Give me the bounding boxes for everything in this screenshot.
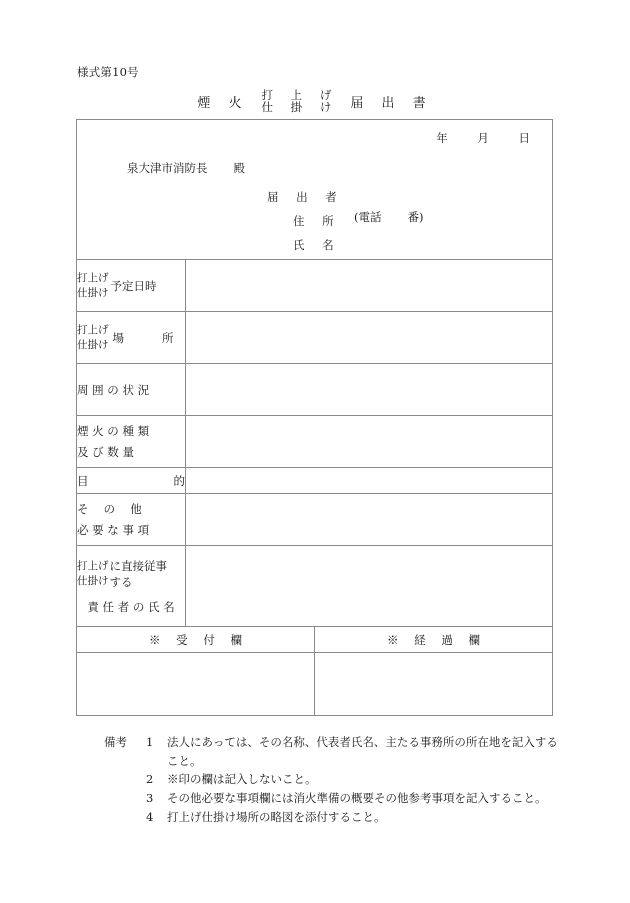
addressee-name: 泉大津市消防長 [127,161,208,175]
list-item [146,770,574,789]
row-label-right: 的 [173,473,185,488]
list-item [146,808,574,827]
remark-text: 打上げ仕掛け場所の略図を添付すること。 [167,809,386,824]
row-label-place [77,312,186,364]
receipt-column-header: ※ 受 付 欄 [77,627,315,653]
row-label-line1: に直接従事 [109,558,167,573]
row-label-text: 予定日時 [110,278,157,293]
row-value-purpose[interactable] [186,468,553,494]
row-label-line2: 及 び 数 量 [77,445,134,459]
remark-number: 2 [146,772,154,787]
applicant-label: 届 出 者 [267,190,344,204]
row-label-text-wrap [109,559,168,591]
ruby-bottom: 仕掛け [77,286,109,299]
table-row-header [77,120,553,260]
row-label-line2: する [109,574,133,589]
row-value-schedule[interactable] [186,260,553,312]
document-title [0,88,630,114]
ruby-stack-launch-set [77,323,109,353]
progress-column-header: ※ 経 過 欄 [315,627,553,653]
form-number: 様式第10号 [77,65,139,79]
list-item [146,733,574,770]
title-stack-top: 打 上 げ [261,87,339,102]
remarks-section [104,733,574,826]
ruby-bottom: 仕掛け [77,575,109,588]
row-label-other-matters [77,494,186,546]
row-label-text-wrap [77,382,185,398]
phone-label: (電話 [354,210,382,224]
table-row [77,627,553,653]
row-label-schedule [77,260,186,312]
row-value-responsible-person[interactable] [186,546,553,627]
table-row [77,653,553,716]
ruby-stack-launch-set [77,271,109,301]
list-item [146,789,574,808]
ruby-stack-launch-set [77,559,109,591]
row-label-left: 目 [77,473,89,488]
title-tail: 届 出 書 [350,95,433,111]
receipt-value-cell[interactable] [77,653,315,716]
addressee-line [127,160,245,176]
table-row [77,468,553,494]
address-label: 住 所 [293,214,341,228]
row-label-line3: 責 任 者 の 氏 名 [87,600,175,615]
row-value-surroundings[interactable] [186,364,553,416]
row-label-text: 周 囲 の 状 況 [77,382,150,397]
ruby-top: 打上げ [77,271,109,284]
title-stack-bottom: 仕 掛 け [261,100,339,114]
addressee-honorific: 殿 [233,161,245,175]
row-label-line2: 必 要 な 事 項 [77,523,150,537]
title-stacked-pair [256,89,343,113]
row-label-type-quantity [77,416,186,468]
row-label-surroundings [77,364,186,416]
official-use-table [76,626,553,716]
table-row [77,546,553,627]
row-label-text: 場 所 [112,330,179,345]
row-label-line1: 煙 火 の 種 類 [77,424,150,438]
table-row [77,416,553,468]
remarks-heading: 備考 [104,735,127,749]
name-label: 氏 名 [293,238,341,252]
table-row [77,312,553,364]
row-label-line1: そ の 他 [77,502,142,516]
ruby-top: 打上げ [77,559,109,572]
progress-value-cell[interactable] [315,653,553,716]
date-month-label: 月 [477,131,490,145]
date-year-label: 年 [436,131,449,145]
row-label-purpose [77,468,186,494]
date-line [436,130,531,146]
row-value-type-quantity[interactable] [186,416,553,468]
title-lead: 煙 火 [197,95,249,111]
remark-text: ※印の欄は記入しないこと。 [167,772,317,787]
date-day-label: 日 [518,131,531,145]
remark-number: 1 [146,735,154,749]
row-label-responsible-person [77,546,186,627]
remarks-list [104,733,574,826]
applicant-block [267,185,344,257]
row-value-place[interactable] [186,312,553,364]
table-row [77,494,553,546]
main-form-table [76,119,553,627]
remark-text: 法人にあっては、その名称、代表者氏名、主たる事務所の所在地を記入すること。 [167,735,558,768]
header-block-cell [77,120,553,260]
ruby-bottom: 仕掛け [77,338,109,351]
phone-suffix: 番) [407,210,424,224]
remark-number: 4 [146,809,154,824]
remark-text: その他必要な事項欄には消火準備の概要その他参考事項を記入すること。 [167,790,547,805]
remark-number: 3 [146,790,154,805]
row-value-other-matters[interactable] [186,494,553,546]
table-row [77,364,553,416]
ruby-top: 打上げ [77,323,109,336]
table-row [77,260,553,312]
phone-field [354,209,424,225]
